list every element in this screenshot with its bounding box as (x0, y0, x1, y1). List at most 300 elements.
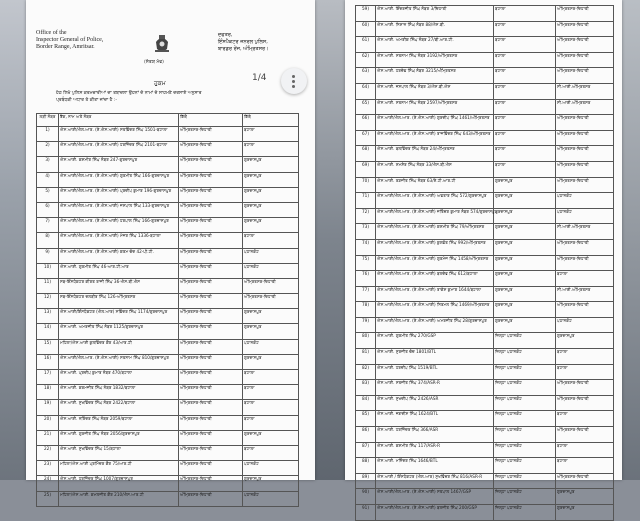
row-serial: 77) (356, 286, 376, 302)
document-page-1 (26, 0, 315, 497)
row-to: ਸੀ.ਆਈ.ਅੰਮ੍ਰਿਤਸਰ (556, 224, 614, 240)
row-serial: 82) (356, 364, 376, 380)
row-serial: 69) (356, 161, 376, 177)
row-to: ਅੰਮ੍ਰਿਤਸਰ-ਦਿਹਾਤੀ (556, 6, 614, 22)
row-serial: 83) (356, 380, 376, 396)
row-to: ਗੁਰਦਾਸਪੁਰ (243, 309, 299, 324)
row-to: ਪਠਾਨਕੋਟ (243, 461, 299, 476)
row-name: ਐਸ.ਆਈ. ਨਰਿੰਦਰ ਸਿੰਘ ਨੰਬਰ 2059/ਬਟਾਲਾ (59, 415, 179, 430)
table-row (356, 317, 614, 333)
table-row (37, 430, 299, 445)
office-address-english (36, 30, 103, 51)
row-to: ਪਠਾਨਕੋਟ (243, 263, 299, 278)
row-name: ਐਸ.ਆਈ/ਐਲ.ਆਰ. (ਏ.ਐਸ.ਆਈ) ਕਰਮ ਚੰਦ 42-ਪੀ.ਟੀ. (59, 248, 179, 263)
row-from: ਗੁਰਦਾਸਪੁਰ (494, 302, 556, 318)
row-name: ਐਸ.ਆਈ. ਜਸਪਾਲ ਸਿੰਘ ਨੰਬਰ 3/ਐਸ.ਬੀ.ਐਸ (376, 83, 494, 99)
table-row (356, 99, 614, 115)
office-line-punjabi: ਇੰਸਪੈਕਟਰ ਜਨਰਲ ਪੁਲਿਸ, (218, 39, 268, 45)
row-serial: 16) (37, 354, 59, 369)
table-row (356, 255, 614, 271)
row-serial: 14) (37, 324, 59, 339)
row-to: ਅੰਮ੍ਰਿਤਸਰ-ਦਿਹਾਤੀ (556, 255, 614, 271)
row-from: ਜ਼ਿਲ੍ਹਾ ਪਠਾਨਕੋਟ (494, 458, 556, 474)
row-from: ਜ਼ਿਲ੍ਹਾ ਪਠਾਨਕੋਟ (494, 364, 556, 380)
row-to: ਪਠਾਨਕੋਟ (556, 208, 614, 224)
row-to: ਅੰਮ੍ਰਿਤਸਰ-ਦਿਹਾਤੀ (556, 37, 614, 53)
row-name: ਐਸ.ਆਈ. ਗੁਰਮੀਤ ਸਿੰਘ 46-ਆਰ.ਟੀ.ਆਰ (59, 263, 179, 278)
row-serial: 66) (356, 115, 376, 131)
row-from: ਬਟਾਲਾ (494, 146, 556, 162)
table-row (356, 6, 614, 22)
row-serial: 1) (37, 127, 59, 142)
table-row (37, 415, 299, 430)
row-from: ਬਟਾਲਾ (494, 161, 556, 177)
row-serial: 70) (356, 177, 376, 193)
table-row (356, 505, 614, 521)
row-serial: 84) (356, 395, 376, 411)
row-to: ਅੰਮ੍ਰਿਤਸਰ-ਦਿਹਾਤੀ (556, 21, 614, 37)
row-from: ਗੁਰਦਾਸਪੁਰ (494, 317, 556, 333)
row-to: ਬਟਾਲਾ (243, 233, 299, 248)
row-from: ਅੰਮ੍ਰਿਤਸਰ-ਦਿਹਾਤੀ (179, 415, 243, 430)
row-from: ਅੰਮ੍ਰਿਤਸਰ-ਦਿਹਾਤੀ (179, 202, 243, 217)
row-from: ਗੁਰਦਾਸਪੁਰ (494, 255, 556, 271)
intro-text (56, 90, 296, 104)
row-serial: 2) (37, 142, 59, 157)
transfer-table-page-2 (355, 5, 614, 521)
row-to: ਬਟਾਲਾ (556, 442, 614, 458)
table-row (37, 278, 299, 293)
row-to: ਅੰਮ੍ਰਿਤਸਰ-ਦਿਹਾਤੀ (556, 177, 614, 193)
table-row (356, 380, 614, 396)
table-row (356, 83, 614, 99)
row-name: ਐਸ.ਆਈ. ਰਣਜੀਤ ਸਿੰਘ ਨੰਬਰ 63/ਏ.ਟੀ.ਆਰ.ਟੀ (376, 177, 494, 193)
table-row (37, 445, 299, 460)
table-row (356, 193, 614, 209)
row-to: ਬਟਾਲਾ (243, 127, 299, 142)
row-serial: 62) (356, 52, 376, 68)
row-serial: 73) (356, 224, 376, 240)
row-from: ਅੰਮ੍ਰਿਤਸਰ-ਦਿਹਾਤੀ (179, 354, 243, 369)
row-to: ਪਠਾਨਕੋਟ (556, 193, 614, 209)
row-to: ਬਟਾਲਾ (243, 142, 299, 157)
row-to: ਸੀ.ਆਈ.ਅੰਮ੍ਰਿਤਸਰ (556, 286, 614, 302)
row-name: ਐਸ.ਆਈ. ਇੰਦਰਜੀਤ ਸਿੰਘ ਨੰਬਰ 3/ਦਿਹਾਤੀ (376, 6, 494, 22)
row-to: ਅੰਮ੍ਰਿਤਸਰ-ਦਿਹਾਤੀ (556, 115, 614, 131)
row-name: ਐਸ.ਆਈ/ਐਲ.ਆਰ. (ਏ.ਐਸ.ਆਈ) ਗੁਰਦੀਪ ਸਿੰਘ 1461/ਅੰਮ੍ਰਿਤਸਰ (376, 115, 494, 131)
row-serial: 8) (37, 233, 59, 248)
row-serial: 10) (37, 263, 59, 278)
row-serial: 18) (37, 385, 59, 400)
table-row (356, 489, 614, 505)
row-name: ਐਸ.ਆਈ/ਐਲ.ਆਰ. (ਏ.ਐਸ.ਆਈ) ਬਲਜੀਤ ਸਿੰਘ 200/GSP (376, 505, 494, 521)
row-from: ਅੰਮ੍ਰਿਤਸਰ-ਦਿਹਾਤੀ (179, 309, 243, 324)
row-from: ਅੰਮ੍ਰਿਤਸਰ-ਦਿਹਾਤੀ (179, 476, 243, 491)
row-name: ਮਹਿਲਾ/ਐਸ.ਆਈ ਪ੍ਰਮਿੰਦਰ ਕੌਰ 75/ਆਰ.ਟੀ (59, 461, 179, 476)
row-from: ਅੰਮ੍ਰਿਤਸਰ-ਦਿਹਾਤੀ (179, 324, 243, 339)
row-to: ਗੁਰਦਾਸਪੁਰ (243, 157, 299, 172)
transfer-table-page-1 (36, 113, 299, 507)
row-from: ਜ਼ਿਲ੍ਹਾ ਪਠਾਨਕੋਟ (494, 411, 556, 427)
row-serial: 87) (356, 442, 376, 458)
row-from: ਗੁਰਦਾਸਪੁਰ (494, 193, 556, 209)
row-serial: 85) (356, 411, 376, 427)
row-name: ਐਸ.ਆਈ/ਐਲ.ਆਰ. (ਏ.ਐਸ.ਆਈ) ਹਰਜਿੰਦਰ ਸਿੰਘ 2101-ਬਟਾਲਾ (59, 142, 179, 157)
row-from: ਬਟਾਲਾ (494, 21, 556, 37)
background-gutter (315, 0, 345, 480)
table-row (356, 130, 614, 146)
row-from: ਬਟਾਲਾ (494, 99, 556, 115)
row-name: ਐਸ.ਆਈ/ਐਲ.ਆਰ. (ਏ.ਐਸ.ਆਈ) ਸਤਵਿੰਦਰ ਸਿੰਘ 1501-ਬਟਾਲਾ (59, 127, 179, 142)
row-name: ਐਸ.ਆਈ. ਅਮਰਜੀਤ ਸਿੰਘ ਨੰਬਰ 1125/ਗੁਰਦਾਸਪੁਰ (59, 324, 179, 339)
row-to: ਬਟਾਲਾ (243, 445, 299, 460)
office-line: Office of the (36, 30, 67, 36)
more-vert-icon (292, 74, 296, 90)
table-row (37, 400, 299, 415)
table-row (356, 333, 614, 349)
row-name: ਐਸ.ਆਈ. ਸ਼ਮਸ਼ੇਰ ਸਿੰਘ ਨੰਬਰ 33/ਐਸ.ਬੀ.ਐਸ (376, 161, 494, 177)
table-row (356, 224, 614, 240)
table-row (356, 286, 614, 302)
row-serial: 91) (356, 505, 376, 521)
row-to: ਅੰਮ੍ਰਿਤਸਰ-ਦਿਹਾਤੀ (556, 239, 614, 255)
row-name: ਸਬ-ਇੰਸਪੈਕਟਰ ਦਲਬੀਰ ਸਿੰਘ 126-ਅੰਮ੍ਰਿਤਸਰ (59, 294, 179, 309)
row-name: ਐਸ.ਆਈ. ਸੁਖਵਿੰਦਰ ਸਿੰਘ 15/ਬਟਾਲਾ (59, 445, 179, 460)
row-name: ਐਸ.ਆਈ/ਐਲ.ਆਰ. (ਏ.ਐਸ.ਆਈ) ਅਮਰਜੀਤ ਸਿੰਘ 28/ਗੁਰਦਾਸਪੁਰ (376, 317, 494, 333)
row-serial: 79) (356, 317, 376, 333)
row-serial: 25) (37, 491, 59, 506)
row-to: ਗੁਰਦਾਸਪੁਰ (243, 430, 299, 445)
row-name: ਐਸ.ਆਈ. ਅਮਰੀਕ ਸਿੰਘ ਨੰਬਰ 27/ਬੀ.ਆਰ.ਟੀ. (376, 37, 494, 53)
table-row (37, 309, 299, 324)
row-to: ਗੁਰਦਾਸਪੁਰ (243, 354, 299, 369)
table-row (37, 187, 299, 202)
row-to: ਅੰਮ੍ਰਿਤਸਰ-ਦਿਹਾਤੀ (556, 302, 614, 318)
background-right (622, 0, 640, 480)
row-name: ਐਸ.ਆਈ. ਸਤਨਾਮ ਸਿੰਘ ਨੰਬਰ 2597/ਅੰਮ੍ਰਿਤਸਰ (376, 99, 494, 115)
office-line-punjabi: ਬਾਰਡਰ ਰੇਂਜ, ਅੰਮ੍ਰਿਤਸਰ। (218, 46, 269, 52)
row-serial: 17) (37, 370, 59, 385)
row-name: ਐਸ.ਆਈ/ਐਲ.ਆਰ. (ਏ.ਐਸ.ਆਈ) ਪ੍ਰਦੀਪ ਕੁਮਾਰ 196-ਗੁਰਦਾਸਪੁਰ (59, 187, 179, 202)
row-serial: 76) (356, 271, 376, 287)
row-name: ਐਸ.ਆਈ/ਇੰਸਪੈਕਟਰ (ਐਲ.ਆਰ) ਸਵਿੰਦਰ ਸਿੰਘ 1174/ਗੁਰਦਾਸਪੁਰ (59, 309, 179, 324)
row-serial: 78) (356, 302, 376, 318)
row-serial: 61) (356, 37, 376, 53)
row-serial: 75) (356, 255, 376, 271)
table-row (37, 172, 299, 187)
table-row (356, 442, 614, 458)
row-serial: 5) (37, 187, 59, 202)
row-from: ਜ਼ਿਲ੍ਹਾ ਪਠਾਨਕੋਟ (494, 427, 556, 443)
row-name: ਐਸ.ਆਈ/ਐਲ.ਆਰ. (ਏ.ਐਸ.ਆਈ) ਰਾਕੇਸ਼ ਕੁਮਾਰ 1644/ਬਟਾਲਾ (376, 286, 494, 302)
row-serial: 4) (37, 172, 59, 187)
row-serial: 72) (356, 208, 376, 224)
row-name: ਮਹਿਲਾ/ਐਸ.ਆਈ ਕੁਲਵਿੰਦਰ ਕੌਰ 43/ਆਰ.ਟੀ (59, 339, 179, 354)
row-name: ਐਸ.ਆਈ. ਹਰਜਿੰਦਰ ਸਿੰਘ 1007/ਗੁਰਦਾਸਪੁਰ (59, 476, 179, 491)
row-from: ਅੰਮ੍ਰਿਤਸਰ-ਦਿਹਾਤੀ (179, 248, 243, 263)
row-from: ਅੰਮ੍ਰਿਤਸਰ-ਦਿਹਾਤੀ (179, 491, 243, 506)
row-serial: 15) (37, 339, 59, 354)
table-row (37, 385, 299, 400)
table-row (356, 146, 614, 162)
row-serial: 63) (356, 68, 376, 84)
row-to: ਬਟਾਲਾ (243, 400, 299, 415)
row-name: ਐਸ.ਆਈ/ਐਲ.ਆਰ. (ਏ.ਐਸ.ਆਈ) ਸਤਨਾਮ ਸਿੰਘ 810/ਗੁਰਦਾਸਪੁਰ (59, 354, 179, 369)
row-from: ਜ਼ਿਲ੍ਹਾ ਪਠਾਨਕੋਟ (494, 333, 556, 349)
table-row (356, 52, 614, 68)
row-from: ਅੰਮ੍ਰਿਤਸਰ-ਦਿਹਾਤੀ (179, 127, 243, 142)
row-name: ਐਸ.ਆਈ. ਸੁਖਦੀਪ ਸਿੰਘ 2426/ASR (376, 395, 494, 411)
row-serial: 88) (356, 458, 376, 474)
row-serial: 64) (356, 83, 376, 99)
row-name: ਐਸ.ਆਈ/ਐਲ.ਆਰ. (ਏ.ਐਸ.ਆਈ) ਕੁਲਵੰਤ ਸਿੰਘ 992/ਅੰਮ੍ਰਿਤਸਰ (376, 239, 494, 255)
row-from: ਬਟਾਲਾ (494, 52, 556, 68)
row-name: ਐਸ.ਆਈ/ਐਲ.ਆਰ. (ਏ.ਐਸ.ਆਈ) ਸਤਪਾਲ 1467/GSP (376, 489, 494, 505)
row-name: ਐਸ.ਆਈ/ਐਲ.ਆਰ. (ਏ.ਐਸ.ਆਈ) ਗੁਰਮੇਜ ਸਿੰਘ 1458/ਅੰਮ੍ਰਿਤਸਰ (376, 255, 494, 271)
row-name: ਐਸ.ਆਈ. ਕਸ਼ਮੀਰ ਸਿੰਘ 117/ASR-R (376, 442, 494, 458)
row-serial: 71) (356, 193, 376, 209)
row-to: ਅੰਮ੍ਰਿਤਸਰ-ਦਿਹਾਤੀ (556, 68, 614, 84)
row-name: ਐਸ.ਆਈ. ਜਗਦੀਸ਼ ਸਿੰਘ 1624/BTL (376, 411, 494, 427)
row-serial: 11) (37, 278, 59, 293)
row-serial: 6) (37, 202, 59, 217)
row-to: ਗੁਰਦਾਸਪੁਰ (243, 476, 299, 491)
row-to: ਬਟਾਲਾ (556, 271, 614, 287)
row-serial: 86) (356, 427, 376, 443)
row-name: ਮਹਿਲਾ/ਐਸ.ਆਈ. ਕਮਲਜੀਤ ਕੌਰ 210/ਐਸ.ਆਰ.ਟੀ (59, 491, 179, 506)
row-serial: 74) (356, 239, 376, 255)
emblem-motto: (ਸੱਤਯ ਮੇਵ) (144, 60, 164, 65)
row-from: ਗੁਰਦਾਸਪੁਰ (494, 271, 556, 287)
row-from: ਬਟਾਲਾ (494, 130, 556, 146)
table-row (356, 208, 614, 224)
row-to: ਅੰਮ੍ਰਿਤਸਰ-ਦਿਹਾਤੀ (556, 473, 614, 489)
table-row (37, 248, 299, 263)
table-row (356, 271, 614, 287)
row-serial: 65) (356, 99, 376, 115)
table-row (37, 218, 299, 233)
table-row (37, 233, 299, 248)
table-row (356, 161, 614, 177)
row-from: ਅੰਮ੍ਰਿਤਸਰ-ਦਿਹਾਤੀ (179, 339, 243, 354)
row-to: ਗੁਰਦਾਸਪੁਰ (556, 505, 614, 521)
row-from: ਗੁਰਦਾਸਪੁਰ (494, 224, 556, 240)
row-serial: 12) (37, 294, 59, 309)
row-serial: 21) (37, 430, 59, 445)
row-from: ਅੰਮ੍ਰਿਤਸਰ-ਦਿਹਾਤੀ (179, 430, 243, 445)
row-to: ਬਟਾਲਾ (556, 411, 614, 427)
table-row (356, 458, 614, 474)
row-from: ਅੰਮ੍ਰਿਤਸਰ-ਦਿਹਾਤੀ (179, 263, 243, 278)
row-name: ਐਸ.ਆਈ/ਐਲ.ਆਰ. (ਏ.ਐਸ.ਆਈ) ਗੁਰਮੀਤ ਸਿੰਘ 166-ਗੁਰਦਾਸਪੁਰ (59, 172, 179, 187)
row-serial: 67) (356, 130, 376, 146)
table-row (356, 302, 614, 318)
table-row (356, 177, 614, 193)
row-name: ਐਸ.ਆਈ. ਗੁਰਜੀਤ ਸਿੰਘ ਨੰਬਰ 2056/ਗੁਰਦਾਸਪੁਰ (59, 430, 179, 445)
table-row (356, 364, 614, 380)
row-from: ਅੰਮ੍ਰਿਤਸਰ-ਦਿਹਾਤੀ (179, 278, 243, 293)
header-to: ਕਿੱਥੇ (243, 114, 299, 127)
table-row (356, 239, 614, 255)
row-serial: 90) (356, 489, 376, 505)
row-to: ਬਟਾਲਾ (243, 370, 299, 385)
office-address-punjabi (218, 32, 268, 53)
table-row (356, 21, 614, 37)
row-from: ਅੰਮ੍ਰਿਤਸਰ-ਦਿਹਾਤੀ (179, 172, 243, 187)
office-line: Border Range, Amritsar. (36, 44, 95, 50)
row-to: ਪਠਾਨਕੋਟ (243, 339, 299, 354)
row-to: ਗੁਰਦਾਸਪੁਰ (556, 333, 614, 349)
row-from: ਗੁਰਦਾਸਪੁਰ (494, 286, 556, 302)
row-from: ਗੁਰਦਾਸਪੁਰ (494, 177, 556, 193)
row-from: ਅੰਮ੍ਰਿਤਸਰ-ਦਿਹਾਤੀ (179, 157, 243, 172)
row-to: ਪਠਾਨਕੋਟ (556, 317, 614, 333)
row-name: ਐਸ.ਆਈ. ਗੁਰਮੀਤ ਸਿੰਘ 270/GSP (376, 333, 494, 349)
table-row (37, 476, 299, 491)
row-from: ਬਟਾਲਾ (494, 68, 556, 84)
row-to: ਸੀ.ਆਈ.ਅੰਮ੍ਰਿਤਸਰ (556, 99, 614, 115)
row-name: ਐਸ.ਆਈ. ਸਤਜੀਤ ਸਿੰਘ 374/ASR-R (376, 380, 494, 396)
row-from: ਅੰਮ੍ਰਿਤਸਰ-ਦਿਹਾਤੀ (179, 218, 243, 233)
police-emblem-icon (152, 32, 172, 54)
table-row (356, 427, 614, 443)
table-row (37, 127, 299, 142)
header-name: ਰੈਂਕ, ਨਾਮ ਅਤੇ ਨੰਬਰ (59, 114, 179, 127)
row-name: ਐਸ.ਆਈ. ਕਰਮਜੀਤ ਸਿੰਘ ਨੰਬਰ 1832/ਬਟਾਲਾ (59, 385, 179, 400)
row-serial: 9) (37, 248, 59, 263)
row-from: ਬਟਾਲਾ (494, 83, 556, 99)
row-from: ਗੁਰਦਾਸਪੁਰ (494, 239, 556, 255)
row-to: ਅੰਮ੍ਰਿਤਸਰ-ਦਿਹਾਤੀ (556, 427, 614, 443)
document-page-2 (345, 0, 622, 510)
table-row (37, 324, 299, 339)
intro-line: ਪ੍ਰਬੰਧਕੀ ਅਧਾਰ ਤੇ ਕੀਤਾ ਜਾਂਦਾ ਹੈ :- (56, 98, 117, 103)
row-to: ਗੁਰਦਾਸਪੁਰ (243, 187, 299, 202)
table-row (356, 395, 614, 411)
row-from: ਅੰਮ੍ਰਿਤਸਰ-ਦਿਹਾਤੀ (179, 400, 243, 415)
row-to: ਬਟਾਲਾ (556, 349, 614, 365)
table-row (356, 68, 614, 84)
row-to: ਸੀ.ਆਈ.ਅੰਮ੍ਰਿਤਸਰ (556, 83, 614, 99)
table-row (356, 473, 614, 489)
order-title: ਹੁਕਮ (154, 80, 166, 87)
row-from: ਜ਼ਿਲ੍ਹਾ ਪਠਾਨਕੋਟ (494, 489, 556, 505)
row-from: ਬਟਾਲਾ (494, 115, 556, 131)
row-to: ਬਟਾਲਾ (243, 385, 299, 400)
table-row (356, 411, 614, 427)
row-to: ਗੁਰਦਾਸਪੁਰ (243, 172, 299, 187)
table-row (37, 339, 299, 354)
row-serial: 59) (356, 6, 376, 22)
row-name: ਐਸ.ਆਈ/ਐਲ.ਆਰ. (ਏ.ਐਸ.ਆਈ) ਨਿਰਮਲ ਸਿੰਘ 1469/ਅੰਮ੍ਰਿਤਸਰ (376, 302, 494, 318)
row-name: ਐਸ.ਆਈ/ਐਲ.ਆਰ. (ਏ.ਐਸ.ਆਈ) ਅਵਤਾਰ ਸਿੰਘ 572/ਗੁਰਦਾਸਪੁਰ (376, 193, 494, 209)
row-from: ਜ਼ਿਲ੍ਹਾ ਪਠਾਨਕੋਟ (494, 349, 556, 365)
row-from: ਅੰਮ੍ਰਿਤਸਰ-ਦਿਹਾਤੀ (179, 233, 243, 248)
row-to: ਅੰਮ੍ਰਿਤਸਰ-ਦਿਹਾਤੀ (243, 278, 299, 293)
row-to: ਅੰਮ੍ਰਿਤਸਰ-ਦਿਹਾਤੀ (556, 161, 614, 177)
row-name: ਐਸ.ਆਈ/ਐਲ.ਆਰ. (ਏ.ਐਸ.ਆਈ) ਜਸਪਾਲ ਸਿੰਘ 133-ਗੁਰਦਾਸਪੁਰ (59, 202, 179, 217)
row-serial: 19) (37, 400, 59, 415)
row-name: ਸਬ-ਇੰਸਪੈਕਟਰ ਕੀਰਤ ਰਾਜੀ ਸਿੰਘ 36-ਐਸ.ਬੀ.ਐਸ (59, 278, 179, 293)
row-from: ਜ਼ਿਲ੍ਹਾ ਪਠਾਨਕੋਟ (494, 395, 556, 411)
table-row (37, 202, 299, 217)
table-row (37, 461, 299, 476)
row-serial: 20) (37, 415, 59, 430)
row-name: ਐਸ.ਆਈ/ਐਲ.ਆਰ. (ਏ.ਐਸ.ਆਈ) ਮੇਜਰ ਸਿੰਘ 1336-ਬਟਾਲਾ (59, 233, 179, 248)
table-row (356, 115, 614, 131)
row-to: ਬਟਾਲਾ (243, 415, 299, 430)
table-row (37, 142, 299, 157)
row-to: ਅੰਮ੍ਰਿਤਸਰ-ਦਿਹਾਤੀ (556, 395, 614, 411)
row-to: ਬਟਾਲਾ (556, 364, 614, 380)
row-name: ਐਸ.ਆਈ/ਐਲ.ਆਰ. (ਏ.ਐਸ.ਆਈ) ਹਰਪਾਲ ਸਿੰਘ 166-ਗੁਰਦਾਸਪੁਰ (59, 218, 179, 233)
row-from: ਜ਼ਿਲ੍ਹਾ ਪਠਾਨਕੋਟ (494, 473, 556, 489)
row-serial: 23) (37, 461, 59, 476)
row-from: ਜ਼ਿਲ੍ਹਾ ਪਠਾਨਕੋਟ (494, 505, 556, 521)
table-row (37, 263, 299, 278)
row-serial: 3) (37, 157, 59, 172)
table-row (356, 349, 614, 365)
row-from: ਜ਼ਿਲ੍ਹਾ ਪਠਾਨਕੋਟ (494, 442, 556, 458)
row-from: ਅੰਮ੍ਰਿਤਸਰ-ਦਿਹਾਤੀ (179, 461, 243, 476)
row-to: ਅੰਮ੍ਰਿਤਸਰ-ਦਿਹਾਤੀ (556, 380, 614, 396)
row-serial: 7) (37, 218, 59, 233)
row-serial: 80) (356, 333, 376, 349)
row-name: ਐਸ.ਆਈ/ਐਲ.ਆਰ. (ਏ.ਐਸ.ਆਈ) ਬਲਦੇਵ ਸਿੰਘ 612/ਬਟਾਲਾ (376, 271, 494, 287)
intro-line: ਹੇਠ ਲਿਖੇ ਪੁਲਿਸ ਕਰਮਚਾਰੀਆਂ ਦਾ ਤਬਾਦਲਾ ਉਹਨਾਂ ਦੇ ਨਾਮਾਂ ਦੇ ਸਾਹਮਣੇ ਦਰਸਾਏ ਅਨੁਸਾਰ (56, 91, 202, 96)
row-name: ਐਸ.ਆਈ. ਕਸ਼ਮੀਰ ਸਿੰਘ ਨੰਬਰ 247-ਗੁਰਦਾਸਪੁਰ (59, 157, 179, 172)
row-name: ਐਸ.ਆਈ. ਬਲਵਿੰਦਰ ਸਿੰਘ ਨੰਬਰ 24/ਅੰਮ੍ਰਿਤਸਰ (376, 146, 494, 162)
header-from: ਕਿੱਥੋਂ (179, 114, 243, 127)
row-from: ਬਟਾਲਾ (494, 6, 556, 22)
background-left (0, 0, 26, 480)
row-name: ਐਸ.ਆਈ. ਮਨਿੰਦਰ ਸਿੰਘ 1646/BTL (376, 458, 494, 474)
row-name: ਐਸ.ਆਈ. ਪ੍ਰਦੀਪ ਕੁਮਾਰ ਨੰਬਰ 470/ਬਟਾਲਾ (59, 370, 179, 385)
row-serial: 89) (356, 473, 376, 489)
row-name: ਐਸ.ਆਈ. ਸੁਖਵਿੰਦਰ ਸਿੰਘ ਨੰਬਰ 2422/ਬਟਾਲਾ (59, 400, 179, 415)
row-name: ਐਸ.ਆਈ. ਨਿਸ਼ਾਨ ਸਿੰਘ ਨੰਬਰ 88/ਐਸ.ਬੀ. (376, 21, 494, 37)
table-row (37, 157, 299, 172)
row-from: ਬਟਾਲਾ (494, 37, 556, 53)
row-to: ਅੰਮ੍ਰਿਤਸਰ-ਦਿਹਾਤੀ (556, 130, 614, 146)
row-serial: 13) (37, 309, 59, 324)
row-serial: 68) (356, 146, 376, 162)
row-name: ਐਸ.ਆਈ. ਸੁਰਜੀਤ ਚੰਦ 1801/BTL (376, 349, 494, 365)
row-name: ਐਸ.ਆਈ/ਐਲ.ਆਰ. (ਏ.ਐਸ.ਆਈ) ਕਸ਼ਮੀਰ ਸਿੰਘ 79/ਅੰਮ੍ਰਿਤਸਰ (376, 224, 494, 240)
row-to: ਬਟਾਲਾ (556, 458, 614, 474)
row-serial: 81) (356, 349, 376, 365)
row-name: ਐਸ.ਆਈ. ਹਰਜਿੰਦਰ ਸਿੰਘ 366/ASR (376, 427, 494, 443)
row-name: ਐਸ.ਆਈ. ਹਰਦੀਪ ਸਿੰਘ 1519/BTL (376, 364, 494, 380)
row-to: ਅੰਮ੍ਰਿਤਸਰ-ਦਿਹਾਤੀ (243, 294, 299, 309)
row-to: ਗੁਰਦਾਸਪੁਰ (243, 218, 299, 233)
row-to: ਗੁਰਦਾਸਪੁਰ (556, 489, 614, 505)
row-to: ਗੁਰਦਾਸਪੁਰ (243, 324, 299, 339)
table-row (356, 37, 614, 53)
row-serial: 22) (37, 445, 59, 460)
table-row (37, 294, 299, 309)
row-to: ਪਠਾਨਕੋਟ (243, 491, 299, 506)
row-to: ਪਠਾਨਕੋਟ (243, 248, 299, 263)
row-from: ਅੰਮ੍ਰਿਤਸਰ-ਦਿਹਾਤੀ (179, 142, 243, 157)
row-name: ਐਸ.ਆਈ/ਐਲ.ਆਰ. (ਏ.ਐਸ.ਆਈ) ਰਾਜਵਿੰਦਰ ਸਿੰਘ 643/ਅੰਮ੍ਰਿਤਸਰ (376, 130, 494, 146)
office-line: Inspector General of Police, (36, 37, 104, 43)
page-indicator: 1/4 (252, 73, 267, 83)
more-options-button[interactable] (281, 68, 307, 94)
row-to: ਅੰਮ੍ਰਿਤਸਰ-ਦਿਹਾਤੀ (556, 52, 614, 68)
header-serial: ਲੜੀ ਨੰਬਰ (37, 114, 59, 127)
row-name: ਐਸ.ਆਈ. ਹਰਦੇਵ ਸਿੰਘ ਨੰਬਰ 3215/ਅੰਮ੍ਰਿਤਸਰ (376, 68, 494, 84)
